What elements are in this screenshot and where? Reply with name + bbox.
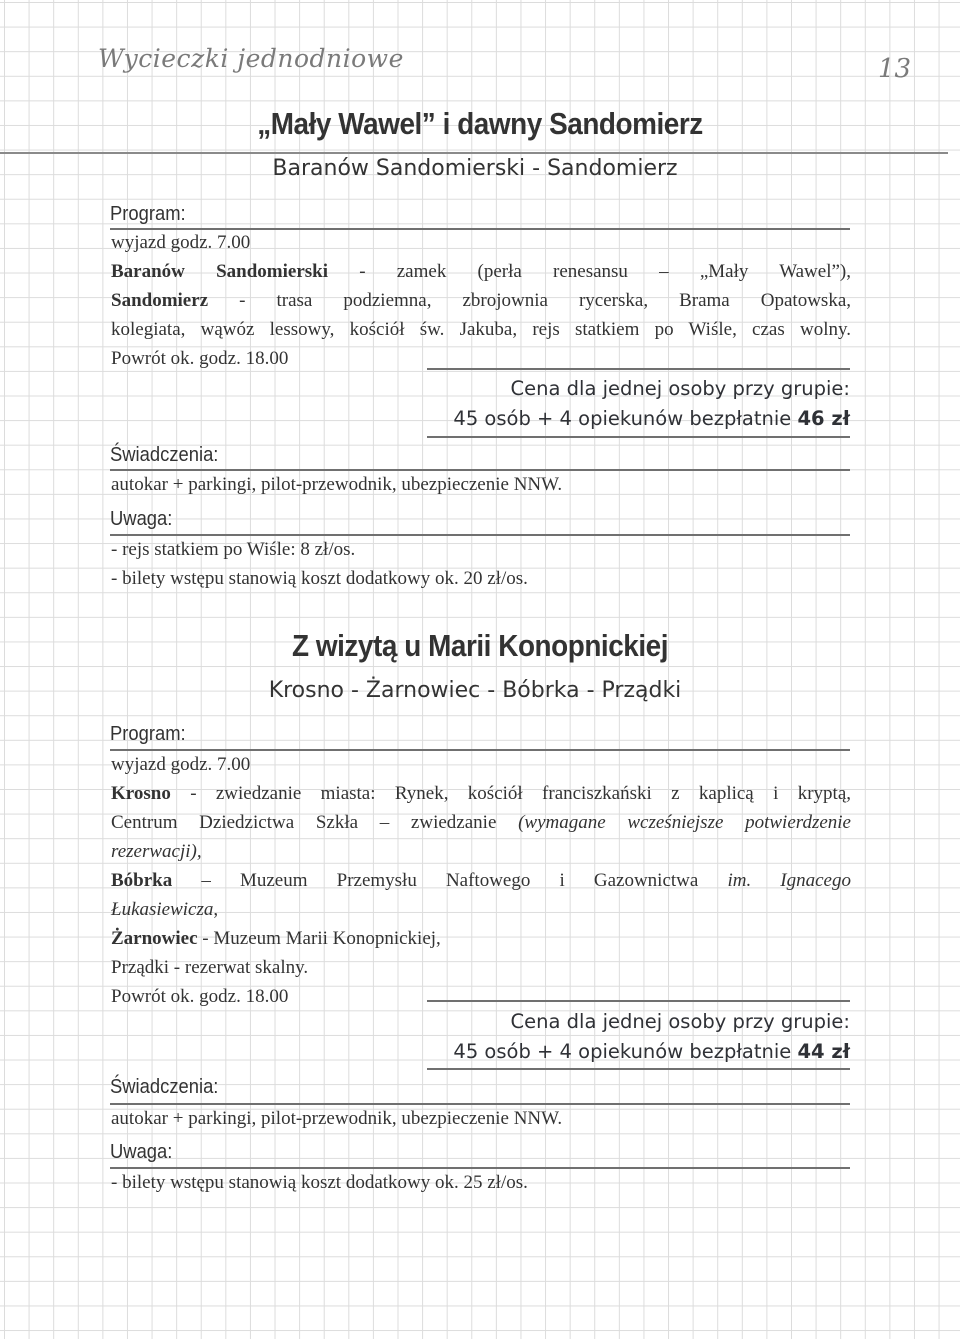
section-title: Wycieczki jednodniowe [98,44,404,73]
punctuation: , [213,899,219,920]
return-time: Powrót ok. godz. 18.00 [111,348,289,369]
services-label: Świadczenia: [110,444,219,466]
program-description [111,750,851,1011]
price-heading: Cena dla jednej osoby przy grupie: [510,377,850,400]
price-group: 45 osób + 4 opiekunów bezpłatnie [453,1040,792,1063]
price-value: 46 zł [797,407,850,430]
services-text: autokar + parkingi, pilot-przewodnik, ubezpieczenie NNW. [111,1108,563,1129]
notes-label: Uwaga: [110,508,173,530]
program-label: Program: [110,203,186,225]
note-item: - bilety wstępu stanowią koszt dodatkowy ok. 20 zł/os. [111,568,528,589]
program-line [111,779,851,808]
program-line [111,808,851,837]
program-line [111,866,851,895]
place-description: - zwiedzanie miasta: Rynek, kościół franciszkański z kaplicą i kryptą, [170,783,851,804]
price-details [453,407,850,430]
page-number: 13 [878,54,912,84]
program-line [111,924,851,953]
place-description: - zamek (perła renesansu – „Mały Wawel”), [328,261,851,282]
museum-patron: im. Ignacego [727,870,851,891]
place-description: – Muzeum Przemysłu Naftowego i Gazownictwa [172,870,728,891]
price-divider-top [427,1000,850,1002]
program-label: Program: [110,723,186,745]
place-name: Sandomierz [111,290,209,311]
header-divider [0,152,948,154]
program-line [111,895,851,924]
services-label: Świadczenia: [110,1076,219,1098]
price-divider-top [427,368,850,370]
notes-label: Uwaga: [110,1141,173,1163]
price-divider-bottom [427,1068,850,1070]
program-line [111,837,851,866]
place-description: - trasa podziemna, zbrojownia rycerska, Brama Opatowska, [208,290,851,311]
reservation-note: rezerwacji), [111,841,202,862]
program-line [111,286,851,315]
place-name: Baranów Sandomierski [111,261,329,282]
departure-time: wyjazd godz. 7.00 [111,232,251,253]
price-details [453,1040,850,1063]
departure-time: wyjazd godz. 7.00 [111,754,251,775]
notes-list [111,1168,851,1197]
reservation-note: (wymagane wcześniejsze potwierdzenie [518,812,851,833]
trip-title: Z wizytą u Marii Konopnickiej [291,628,669,663]
trip-title: „Mały Wawel” i dawny Sandomierz [257,106,703,141]
place-description: - Muzeum Marii Konopnickiej, [197,928,441,949]
price-group: 45 osób + 4 opiekunów bezpłatnie [453,407,792,430]
return-time: Powrót ok. godz. 18.00 [111,986,289,1007]
note-item: - bilety wstępu stanowią koszt dodatkowy ok. 25 zł/os. [111,1172,528,1193]
place-name: Bóbrka [111,870,173,891]
price-heading: Cena dla jednej osoby przy grupie: [510,1010,850,1033]
program-line: Prządki - rezerwat skalny. [111,957,309,978]
program-description [111,228,851,373]
notes-list [111,535,851,593]
program-line: kolegiata, wąwóz lessowy, kościół św. Jakuba, rejs statkiem po Wiśle, czas wolny. [111,319,851,340]
trip-route: Baranów Sandomierski - Sandomierz [272,156,678,181]
place-name: Krosno [111,783,171,804]
museum-patron: Łukasiewicza [111,899,214,920]
place-description: Centrum Dziedzictwa Szkła – zwiedzanie [111,812,519,833]
services-text: autokar + parkingi, pilot-przewodnik, ubezpieczenie NNW. [111,474,563,495]
note-item: - rejs statkiem po Wiśle: 8 zł/os. [111,539,356,560]
trip-route: Krosno - Żarnowiec - Bóbrka - Prządki [268,678,682,703]
price-value: 44 zł [797,1040,850,1063]
price-divider-bottom [427,436,850,438]
place-name: Żarnowiec [111,928,198,949]
program-line [111,257,851,286]
